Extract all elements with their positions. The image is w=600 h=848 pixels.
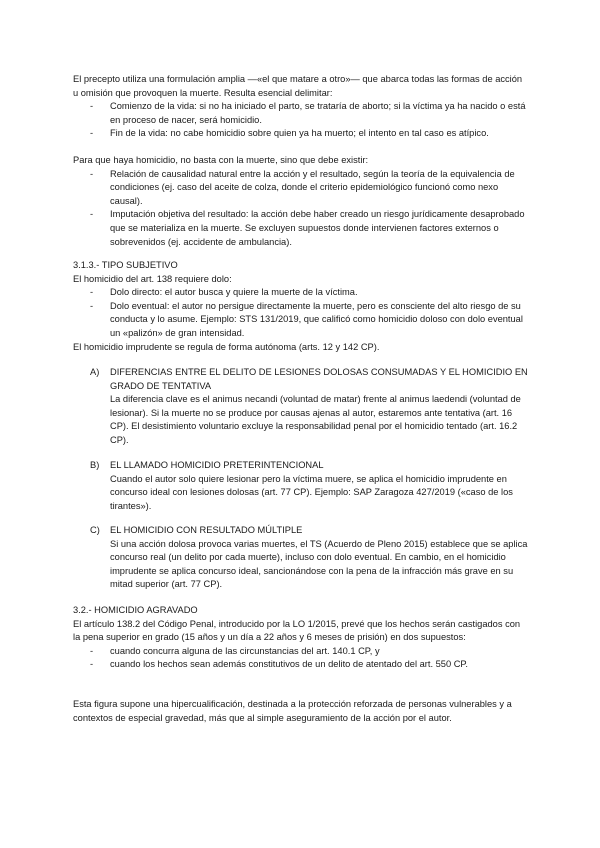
intro-list xyxy=(73,100,528,141)
intro-block xyxy=(73,73,528,141)
section-body: La diferencia clave es el animus necandi (voluntad de matar) frente al animus laedendi (voluntad de lesionar). Si la muerte no se produce por causas ajenas al autor, estaremos ante tentativa (art. 16 CP). El desistimiento voluntario excluye la responsabilidad penal por el homicidio tentado (art. 16.2 CP). xyxy=(110,394,521,445)
section-a-heading xyxy=(73,366,528,393)
requisitos-paragraph: Para que haya homicidio, no basta con la muerte, sino que debe existir: xyxy=(73,155,369,165)
section-title: EL HOMICIDIO CON RESULTADO MÚLTIPLE xyxy=(110,525,303,535)
section-body: Cuando el autor solo quiere lesionar pero la víctima muere, se aplica el homicidio imprudente en concurso ideal con lesiones dolosas (art. 77 CP). Ejemplo: SAP Zaragoza 427/2019 («caso de los tirantes»). xyxy=(110,473,513,511)
agravado-paragraph: El artículo 138.2 del Código Penal, introducido por la LO 1/2015, prevé que los hechos serán castigados con la pena superior en grado (15 años y un día a 22 años y 6 meses de prisión) en dos supuestos: xyxy=(73,618,521,643)
requisitos-block xyxy=(73,154,528,249)
section-body: Si una acción dolosa provoca varias muertes, el TS (Acuerdo de Pleno 2015) establece que se aplica concurso real (un delito por cada muerte), incluso con dolo eventual. En cambio, en el homicidio imprudente se aplica concurso ideal, sancionándose con la pena de la infracción más grave en su mitad superior (art. 77 CP). xyxy=(110,538,528,590)
list-item: - Imputación objetiva del resultado: la acción debe haber creado un riesgo jurídicamente desaprobado que se materializa en la muerte. Se excluyen supuestos donde intervienen factores externos o sobrevenidos (ej. accidente de ambulancia). xyxy=(73,208,528,249)
tipo-subjetivo-block xyxy=(73,259,528,354)
list-item: - cuando concurra alguna de las circunstancias del art. 140.1 CP, y xyxy=(73,645,528,659)
section-letter: C) xyxy=(90,525,100,535)
section-letter: B) xyxy=(90,460,100,470)
conclusion-paragraph: Esta figura supone una hipercualificación, destinada a la protección reforzada de personas vulnerables y a contextos de especial gravedad, más que al simple aseguramiento de la acción por el autor. xyxy=(73,699,512,723)
list-item: - Comienzo de la vida: si no ha iniciado el parto, se trataría de aborto; si la víctima ya ha nacido o está en proceso de nacer, será homicidio. xyxy=(73,100,528,127)
list-item: - Relación de causalidad natural entre la acción y el resultado, según la teoría de la equivalencia de condiciones (ej. caso del aceite de colza, donde el criterio epidemiológico funcionó como nexo causal). xyxy=(73,168,528,209)
section-b xyxy=(73,459,528,513)
requisitos-list xyxy=(73,168,528,250)
section-heading: 3.2.- HOMICIDIO AGRAVADO xyxy=(73,605,198,615)
agravado-list xyxy=(73,645,528,672)
list-item: - Dolo directo: el autor busca y quiere la muerte de la víctima. xyxy=(73,286,528,300)
section-c-heading xyxy=(73,524,528,538)
list-item: - cuando los hechos sean además constitutivos de un delito de atentado del art. 550 CP. xyxy=(73,658,528,672)
section-heading: 3.1.3.- TIPO SUBJETIVO xyxy=(73,260,178,270)
conclusion-block xyxy=(73,698,528,725)
intro-paragraph: El precepto utiliza una formulación amplia —«el que matare a otro»— que abarca todas las formas de acción u omisión que provoquen la muerte. Resulta esencial delimitar: xyxy=(73,74,523,98)
list-item: - Fin de la vida: no cabe homicidio sobre quien ya ha muerto; el intento en tal caso es atípico. xyxy=(73,127,528,141)
tipo-subjetivo-intro: El homicidio del art. 138 requiere dolo: xyxy=(73,273,232,284)
agravado-block xyxy=(73,604,528,672)
section-b-heading xyxy=(73,459,528,473)
dolo-list xyxy=(73,286,528,340)
section-title: EL LLAMADO HOMICIDIO PRETERINTENCIONAL xyxy=(110,460,324,470)
section-letter: A) xyxy=(90,367,100,377)
section-title: DIFERENCIAS ENTRE EL DELITO DE LESIONES DOLOSAS CONSUMADAS Y EL HOMICIDIO EN GRADO DE TENTATIVA xyxy=(110,367,528,391)
tipo-subjetivo-closing: El homicidio imprudente se regula de forma autónoma (arts. 12 y 142 CP). xyxy=(73,341,380,352)
section-c xyxy=(73,524,528,592)
section-a xyxy=(73,366,528,448)
list-item: - Dolo eventual: el autor no persigue directamente la muerte, pero es consciente del alto riesgo de su conducta y lo asume. Ejemplo: STS 131/2019, que calificó como homicidio doloso con dolo eventual un «palizón» de gran intensidad. xyxy=(73,300,528,341)
